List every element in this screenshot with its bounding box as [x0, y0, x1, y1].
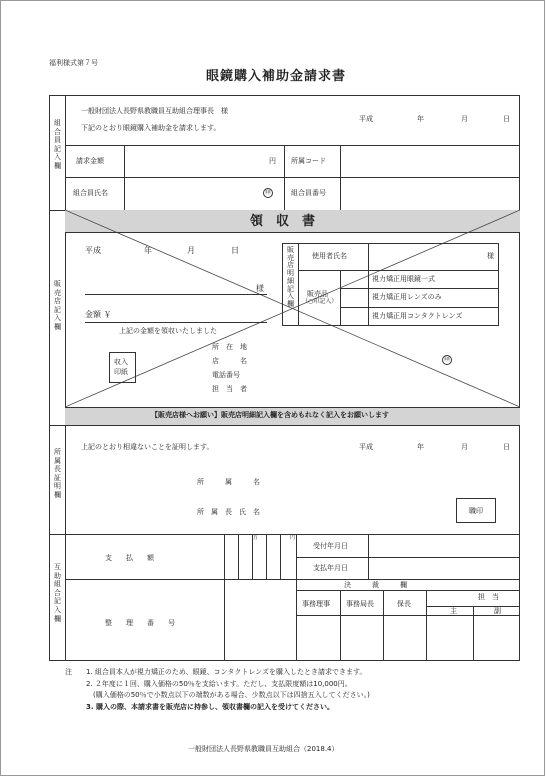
dept-code-label: 所属コード: [291, 157, 326, 165]
form-page: 福利様式第７号 眼鏡購入補助金請求書 組合員記入欄 一般財団法人長野県教職員互助組合理事長 様 下記のとおり眼鏡購入補助金を請求します。 平成 年 月 日 請求金額 円 所属コード 組合員氏名 ㊞ 組合員番号 販売店記入欄 領 収 書 平成 年 月 日 様 金額 ￥ 上記の金額を領収いたしました 収入 印紙 所 在 地 店 名 電話番号 担 当 者 ㊞ 販売店明細記入欄 使用者氏名 様 販売品 （○印記入） 視力矯正用眼鏡一式 視力矯正用レンズのみ 視力矯正用コンタクトレンズ 【販売店様へお願い】販売店明細記入欄を含めもれなく記入をお願いします 所属長証明欄 上記のとおり相違ないことを証明します。 平成 年 月 日 所 属 名 所 属 長 氏 名 職印 互助組合記入欄 支 払 額 万 円 受付年月日 支払年月日 決 裁 欄 事務理事 事務局長 保長 担 当 主 副 整 理 番 号 注 1. 組合員本人が視力矯正のため、眼鏡、コンタクトレンズを購入したとき請求できます。 2. ２年度に１回、購入価格の50％を支給います。ただし、支払限度額は10,000円。 (購入価格の50％で小数点以下の端数がある場合、少数点以下は四捨五入してください。) 3. 購入の際、本請求書を販売店に持参し、領収書欄の記入を受けてください。 一般財団法人長野県教職員互助組合（2018.4）: [0, 0, 545, 776]
paid-date-label: 支払年月日: [313, 564, 348, 572]
role-main: 主: [450, 607, 457, 615]
paid-date-field[interactable]: [370, 559, 517, 577]
seal-mark-icon: ㊞: [264, 189, 271, 196]
received-text: 上記の金額を領収いたしました: [119, 327, 217, 335]
item-check-1[interactable]: [341, 271, 367, 288]
affiliation-field[interactable]: [263, 473, 443, 489]
role-tanto: 担 当: [478, 593, 499, 601]
shop-notice: 【販売店様へお願い】販売店明細記入欄を含めもれなく記入をお願いします: [151, 411, 389, 419]
item-contact: 視力矯正用コンタクトレンズ: [372, 312, 463, 320]
approval-header: 決 裁 欄: [344, 581, 407, 589]
affiliation-label: 所 属 名: [197, 478, 260, 486]
note-2: 2. ２年度に１回、購入価格の50％を支給います。ただし、支払限度額は10,000円。: [86, 680, 352, 688]
shop-seal-icon: ㊞: [443, 356, 450, 363]
head-section-label: 所属長証明欄: [54, 448, 61, 499]
receipt-amount-field[interactable]: [119, 306, 265, 320]
receipt-title: 領 収 書: [250, 214, 316, 229]
payer-name-field[interactable]: [85, 269, 263, 293]
member-name-field[interactable]: [126, 181, 256, 206]
member-section-label: 組合員記入欄: [54, 119, 61, 170]
user-name-label: 使用者氏名: [312, 252, 347, 260]
item-check-2[interactable]: [341, 289, 367, 307]
dept-code-field[interactable]: [342, 149, 517, 174]
amount-label: 請求金額: [76, 157, 104, 165]
amount-field[interactable]: [126, 149, 280, 174]
form-number: 福利様式第７号: [49, 59, 98, 67]
received-date-label: 受付年月日: [313, 542, 348, 550]
form-title: 眼鏡購入補助金請求書: [206, 69, 347, 84]
head-name-field[interactable]: [263, 502, 443, 518]
role-director: 事務理事: [302, 600, 330, 608]
shop-section-label: 販売店記入欄: [54, 280, 61, 331]
role-secretary: 事務局長: [346, 600, 374, 608]
payment-amount-field[interactable]: [225, 542, 295, 578]
certify-text: 上記のとおり相違ないことを証明します。: [81, 443, 214, 451]
request-text: 下記のとおり眼鏡購入補助金を請求します。: [81, 124, 221, 132]
member-name-label: 組合員氏名: [73, 189, 108, 197]
member-no-label: 組合員番号: [291, 189, 326, 197]
head-name-label: 所 属 長 氏 名: [197, 508, 260, 516]
member-no-field[interactable]: [342, 181, 517, 206]
item-lens: 視力矯正用レンズのみ: [372, 293, 442, 301]
ref-no-label: 整 理 番 号: [105, 619, 175, 627]
note-2-sub: (購入価格の50％で小数点以下の端数がある場合、少数点以下は四捨五入してください。): [86, 691, 370, 699]
user-name-field[interactable]: [371, 246, 481, 267]
addressee: 一般財団法人長野県教職員互助組合理事長 様: [81, 107, 228, 115]
item-check-3[interactable]: [341, 308, 367, 325]
note-3: 3. 購入の際、本請求書を販売店に持参し、領収書欄の記入を受けてください。: [86, 703, 334, 711]
role-sub: 副: [494, 607, 501, 615]
item-label: 販売品: [307, 290, 328, 298]
item-glasses: 視力矯正用眼鏡一式: [372, 275, 435, 283]
received-date-field[interactable]: [370, 537, 517, 555]
union-section-label: 互助組合記入欄: [54, 563, 61, 623]
note-1: 1. 組合員本人が視力矯正のため、眼鏡、コンタクトレンズを購入したとき請求できます。: [86, 668, 367, 676]
receipt-amount-label: 金額 ￥: [85, 310, 112, 319]
ref-no-field[interactable]: [225, 581, 295, 659]
shop-detail-label: 販売店明細記入欄: [287, 246, 294, 308]
role-chief: 保長: [397, 600, 411, 608]
payment-label: 支 払 額: [105, 554, 154, 562]
footer-issuer: 一般財団法人長野県教職員互助組合（2018.4）: [188, 745, 339, 753]
